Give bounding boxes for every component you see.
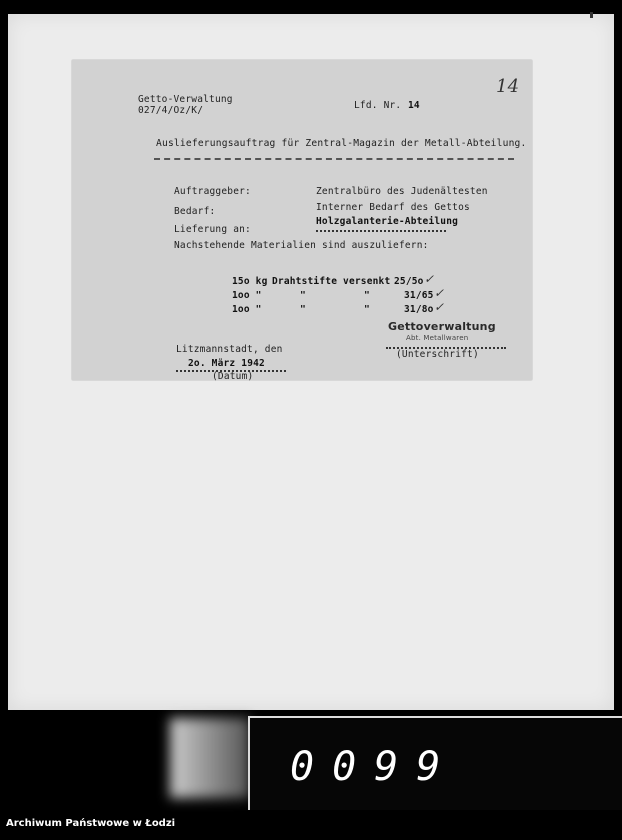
item-2-size: 31/65 [404, 290, 434, 301]
field-label-bedarf: Bedarf: [174, 206, 216, 217]
field-value-bedarf: Interner Bedarf des Gettos [316, 202, 470, 213]
header-org: Getto-Verwaltung [138, 94, 233, 105]
film-mark [590, 12, 593, 18]
item-2-qty: 1oo " [232, 290, 262, 301]
item-3-mid: " [364, 304, 370, 315]
item-1-desc: Drahtstifte versenkt [272, 276, 391, 287]
item-2-desc: " [300, 290, 306, 301]
header-reference: 027/4/Oz/K/ [138, 105, 204, 116]
item-3-desc: " [300, 304, 306, 315]
item-1-size: 25/5o [394, 276, 424, 287]
archive-caption: Archiwum Państwowe w Łodzi [6, 818, 176, 829]
field-value-lieferung: Holzgalanterie-Abteilung [316, 216, 459, 227]
handwritten-number: 14 [496, 76, 520, 97]
stamp-org: Gettoverwaltung [388, 320, 496, 333]
film-shadow [170, 718, 250, 798]
item-2-mid: " [364, 290, 370, 301]
item-2-check: ✓ [434, 286, 445, 300]
lieferung-underline [316, 230, 446, 232]
item-1-check: ✓ [424, 272, 435, 286]
date-label: (Datum) [212, 371, 254, 382]
place-text: Litzmannstadt, den [176, 344, 283, 355]
stamp-department: Abt. Metallwaren [406, 334, 469, 342]
document-card [72, 60, 532, 380]
item-3-size: 31/8o [404, 304, 434, 315]
field-value-auftraggeber: Zentralbüro des Judenältesten [316, 186, 488, 197]
document-title: Auslieferungsauftrag für Zentral-Magazin der Metall-Abteilung. [156, 138, 527, 149]
frame-counter: 0099 [290, 744, 459, 790]
header-lfd-number: 14 [408, 100, 420, 111]
item-1-qty: 15o kg [232, 276, 268, 287]
title-underline [154, 158, 514, 160]
instruction-text: Nachstehende Materialien sind auszuliefern: [174, 240, 429, 251]
field-label-auftraggeber: Auftraggeber: [174, 186, 251, 197]
field-label-lieferung: Lieferung an: [174, 224, 251, 235]
signature-label: (Unterschrift) [396, 349, 479, 360]
item-3-qty: 1oo " [232, 304, 262, 315]
item-3-check: ✓ [434, 300, 445, 314]
date-text: 2o. März 1942 [188, 358, 265, 369]
header-lfd-label: Lfd. Nr. [354, 100, 402, 111]
